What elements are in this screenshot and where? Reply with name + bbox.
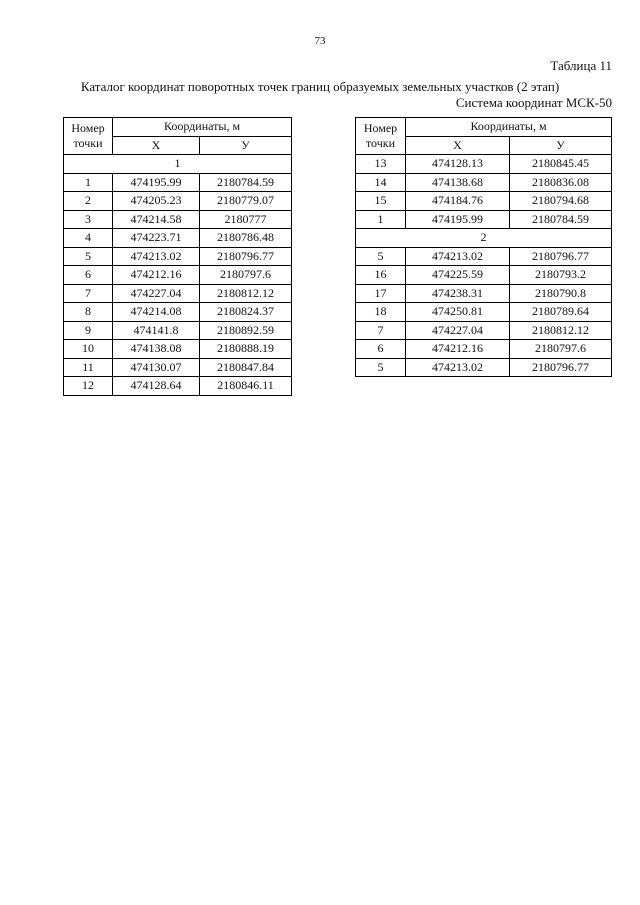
- x-header: X: [406, 136, 510, 155]
- point-number-cell: 15: [356, 192, 406, 211]
- table-row: [64, 192, 292, 211]
- x-header: X: [113, 136, 200, 155]
- table-row: [64, 173, 292, 192]
- table-row: [356, 303, 612, 322]
- table-row: [64, 377, 292, 396]
- point-number-cell: 13: [356, 155, 406, 174]
- table-row: [64, 321, 292, 340]
- x-coordinate-cell: 474214.58: [113, 210, 200, 229]
- page-number: 73: [314, 35, 326, 47]
- coordinates-header: Координаты, м: [113, 118, 292, 137]
- table-row: [356, 321, 612, 340]
- table-row: [64, 303, 292, 322]
- point-number-cell: 7: [64, 284, 113, 303]
- x-coordinate-cell: 474214.08: [113, 303, 200, 322]
- coordinate-system-label: Система координат МСК-50: [455, 95, 612, 110]
- table-label: Таблица 11: [550, 58, 612, 73]
- point-number-cell: 2: [64, 192, 113, 211]
- coordinates-table-left: [63, 117, 292, 396]
- point-number-cell: 4: [64, 229, 113, 248]
- table-row: [64, 210, 292, 229]
- y-coordinate-cell: 2180846.11: [200, 377, 292, 396]
- table-row: [356, 210, 612, 229]
- y-coordinate-cell: 2180789.64: [510, 303, 612, 322]
- point-number-cell: 12: [64, 377, 113, 396]
- x-coordinate-cell: 474195.99: [113, 173, 200, 192]
- point-number-cell: 11: [64, 358, 113, 377]
- table-row: [356, 173, 612, 192]
- x-coordinate-cell: 474195.99: [406, 210, 510, 229]
- y-coordinate-cell: 2180777: [200, 210, 292, 229]
- x-coordinate-cell: 474223.71: [113, 229, 200, 248]
- table-row: [356, 284, 612, 303]
- point-number-cell: 14: [356, 173, 406, 192]
- y-coordinate-cell: 2180836.08: [510, 173, 612, 192]
- x-coordinate-cell: 474227.04: [406, 321, 510, 340]
- table-row: [356, 340, 612, 359]
- x-coordinate-cell: 474128.13: [406, 155, 510, 174]
- y-coordinate-cell: 2180797.6: [510, 340, 612, 359]
- coordinates-table-right: [355, 117, 612, 377]
- y-coordinate-cell: 2180847.84: [200, 358, 292, 377]
- point-number-cell: 6: [64, 266, 113, 285]
- y-coordinate-cell: 2180812.12: [510, 321, 612, 340]
- y-coordinate-cell: 2180797.6: [200, 266, 292, 285]
- section-label: 1: [64, 155, 292, 174]
- point-number-cell: 16: [356, 266, 406, 285]
- table-row: [64, 284, 292, 303]
- point-number-cell: 5: [356, 358, 406, 377]
- table-row: [64, 229, 292, 248]
- y-coordinate-cell: 2180786.48: [200, 229, 292, 248]
- x-coordinate-cell: 474213.02: [406, 247, 510, 266]
- point-number-cell: 5: [64, 247, 113, 266]
- point-number-header: Номер точки: [356, 118, 406, 155]
- y-coordinate-cell: 2180793.2: [510, 266, 612, 285]
- point-number-cell: 10: [64, 340, 113, 359]
- table-row: [64, 358, 292, 377]
- table-row: [356, 266, 612, 285]
- x-coordinate-cell: 474138.08: [113, 340, 200, 359]
- y-coordinate-cell: 2180796.77: [510, 358, 612, 377]
- y-coordinate-cell: 2180812.12: [200, 284, 292, 303]
- y-header: У: [510, 136, 612, 155]
- table-row: [64, 247, 292, 266]
- x-coordinate-cell: 474238.31: [406, 284, 510, 303]
- table-row: [356, 155, 612, 174]
- table-row: [356, 247, 612, 266]
- x-coordinate-cell: 474141.8: [113, 321, 200, 340]
- y-coordinate-cell: 2180790.8: [510, 284, 612, 303]
- point-number-cell: 7: [356, 321, 406, 340]
- y-coordinate-cell: 2180784.59: [510, 210, 612, 229]
- y-coordinate-cell: 2180892.59: [200, 321, 292, 340]
- table-caption: Каталог координат поворотных точек границ образуемых земельных участков (2 этап): [80, 79, 560, 94]
- x-coordinate-cell: 474212.16: [113, 266, 200, 285]
- coordinates-header: Координаты, м: [406, 118, 612, 137]
- point-number-cell: 1: [64, 173, 113, 192]
- x-coordinate-cell: 474227.04: [113, 284, 200, 303]
- point-number-cell: 17: [356, 284, 406, 303]
- point-number-cell: 3: [64, 210, 113, 229]
- table-row: [356, 192, 612, 211]
- y-coordinate-cell: 2180824.37: [200, 303, 292, 322]
- y-coordinate-cell: 2180888.19: [200, 340, 292, 359]
- point-number-header: Номер точки: [64, 118, 113, 155]
- point-number-cell: 8: [64, 303, 113, 322]
- x-coordinate-cell: 474250.81: [406, 303, 510, 322]
- x-coordinate-cell: 474225.59: [406, 266, 510, 285]
- y-coordinate-cell: 2180784.59: [200, 173, 292, 192]
- x-coordinate-cell: 474213.02: [406, 358, 510, 377]
- x-coordinate-cell: 474130.07: [113, 358, 200, 377]
- y-coordinate-cell: 2180796.77: [510, 247, 612, 266]
- x-coordinate-cell: 474213.02: [113, 247, 200, 266]
- y-coordinate-cell: 2180794.68: [510, 192, 612, 211]
- table-row: [356, 358, 612, 377]
- table-row: [64, 266, 292, 285]
- x-coordinate-cell: 474212.16: [406, 340, 510, 359]
- point-number-cell: 18: [356, 303, 406, 322]
- x-coordinate-cell: 474205.23: [113, 192, 200, 211]
- point-number-cell: 1: [356, 210, 406, 229]
- y-header: У: [200, 136, 292, 155]
- y-coordinate-cell: 2180796.77: [200, 247, 292, 266]
- y-coordinate-cell: 2180779.07: [200, 192, 292, 211]
- point-number-cell: 9: [64, 321, 113, 340]
- table-row: [64, 340, 292, 359]
- x-coordinate-cell: 474184.76: [406, 192, 510, 211]
- point-number-cell: 6: [356, 340, 406, 359]
- point-number-cell: 5: [356, 247, 406, 266]
- section-label: 2: [356, 229, 612, 248]
- x-coordinate-cell: 474128.64: [113, 377, 200, 396]
- y-coordinate-cell: 2180845.45: [510, 155, 612, 174]
- x-coordinate-cell: 474138.68: [406, 173, 510, 192]
